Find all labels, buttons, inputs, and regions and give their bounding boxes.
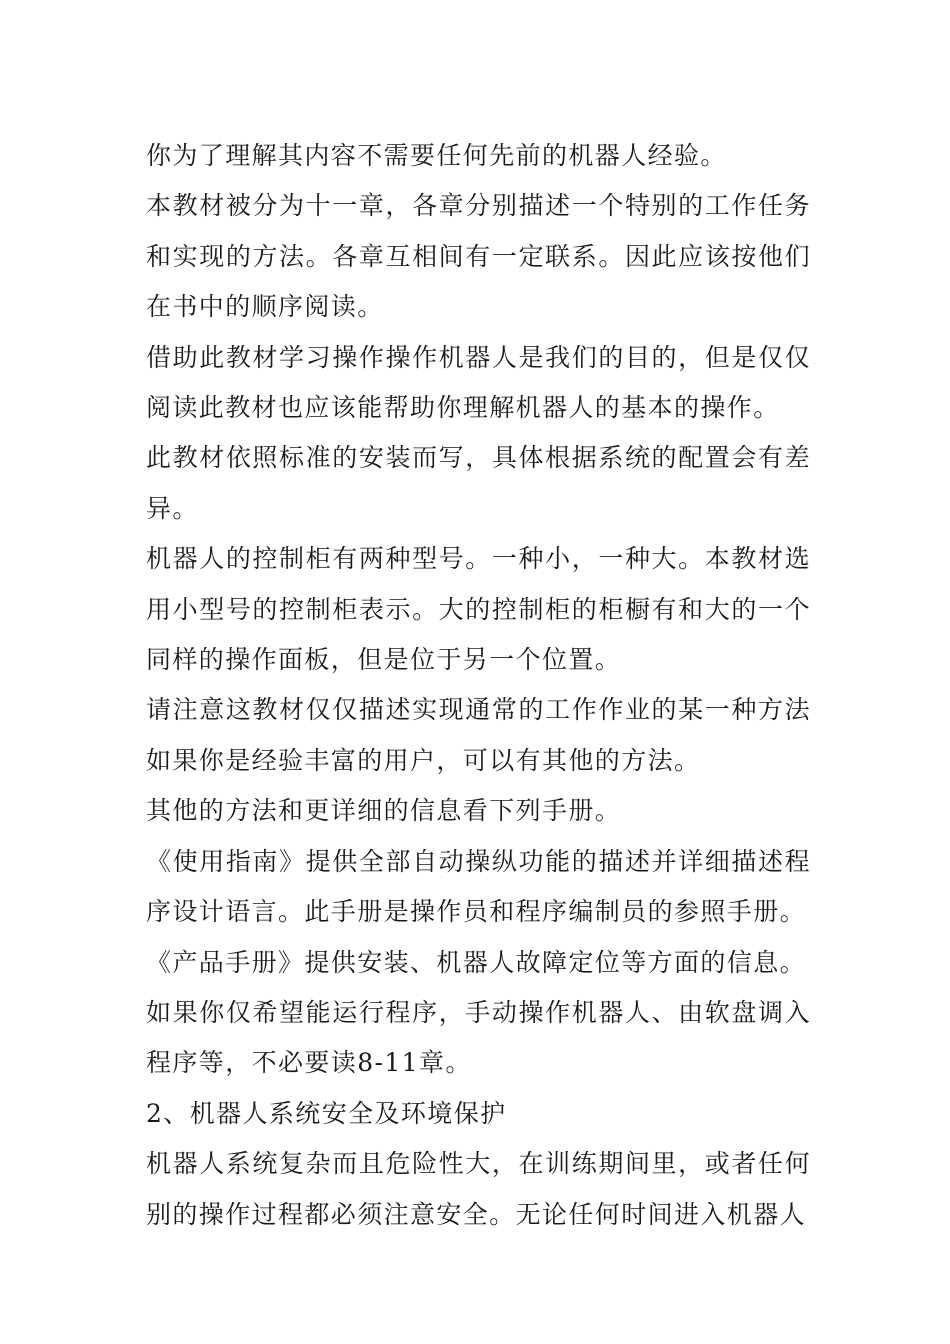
paragraph-method-note: 请注意这教材仅仅描述实现通常的工作作业的某一种方法如果你是经验丰富的用户，可以有其他的方法。 xyxy=(146,695,811,775)
paragraph-learning-goal: 借助此教材学习操作操作机器人是我们的目的，但是仅仅阅读此教材也应该能帮助你理解机器人的基本的操作。 xyxy=(146,342,811,423)
paragraph-product-manual: 《产品手册》提供安装、机器人故障定位等方面的信息。 xyxy=(146,947,807,977)
paragraph-user-guide: 《使用指南》提供全部自动操纵功能的描述并详细描述程序设计语言。此手册是操作员和程序编制员的参照手册。 xyxy=(146,846,811,927)
paragraph-other-manuals: 其他的方法和更详细的信息看下列手册。 xyxy=(146,796,622,826)
paragraph-standard-installation: 此教材依照标准的安装而写，具体根据系统的配置会有差异。 xyxy=(146,443,811,523)
section-heading-safety: 2、机器人系统安全及环境保护 xyxy=(146,1098,507,1128)
paragraph-reading-scope: 如果你仅希望能运行程序，手动操作机器人、由软盘调入程序等，不必要读8-11章。 xyxy=(146,997,811,1078)
paragraph-prior-experience: 你为了理解其内容不需要任何先前的机器人经验。 xyxy=(146,141,727,170)
document-body xyxy=(146,131,811,1240)
paragraph-chapter-structure: 本教材被分为十一章，各章分别描述一个特别的工作任务和实现的方法。各章互相间有一定联系。因此应该按他们在书中的顺序阅读。 xyxy=(146,191,811,322)
paragraph-control-cabinet: 机器人的控制柜有两种型号。一种小，一种大。本教材选用小型号的控制柜表示。大的控制柜的柜橱有和大的一个同样的操作面板，但是位于另一个位置。 xyxy=(146,544,811,675)
paragraph-safety-intro: 机器人系统复杂而且危险性大，在训练期间里，或者任何别的操作过程都必须注意安全。无论任何时间进入机器人 xyxy=(146,1149,811,1229)
